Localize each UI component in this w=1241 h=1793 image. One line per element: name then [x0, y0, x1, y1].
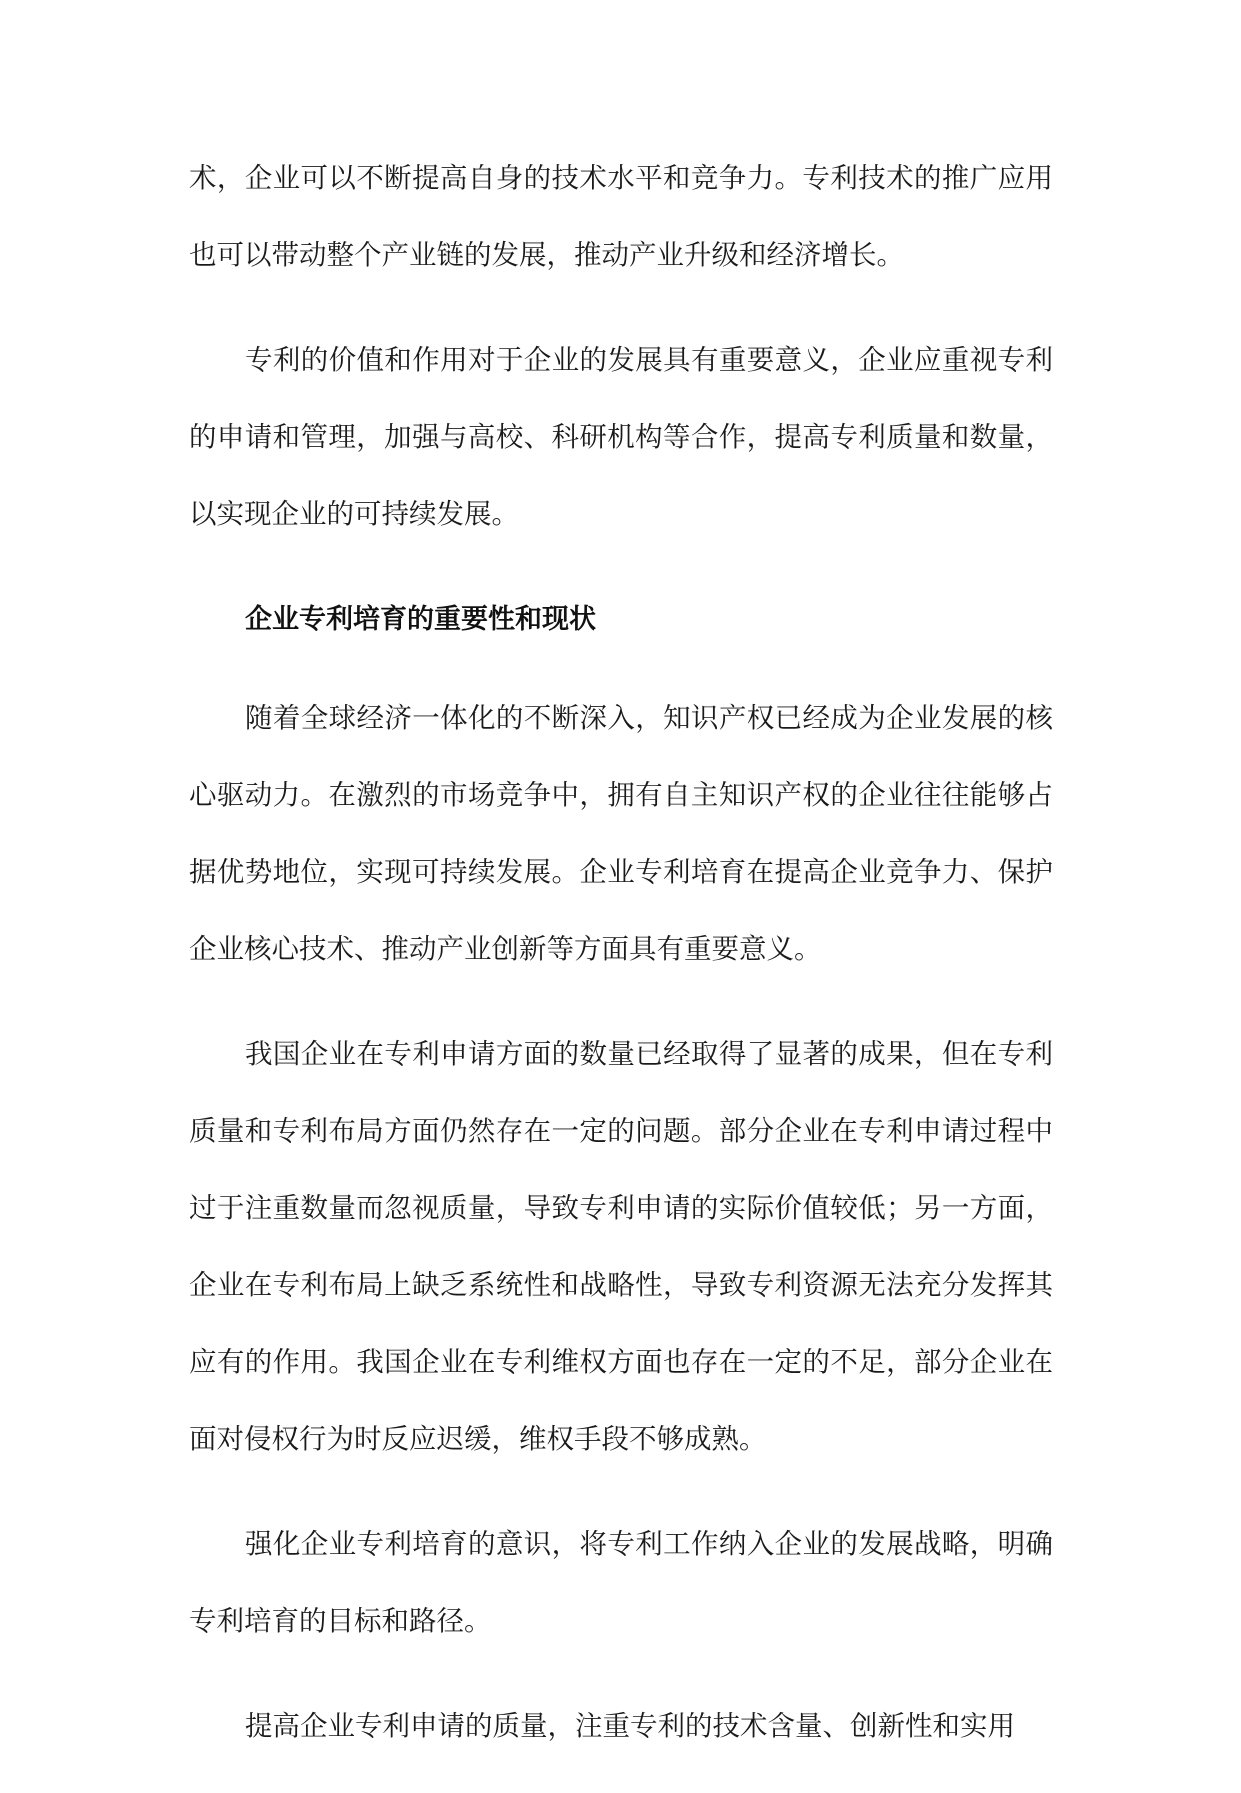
document-body — [189, 140, 1053, 1793]
paragraph-patent-value: 专利的价值和作用对于企业的发展具有重要意义，企业应重视专利的申请和管理，加强与高校、科研机构等合作，提高专利质量和数量，以实现企业的可持续发展。 — [189, 344, 1053, 530]
paragraph-continuation: 术，企业可以不断提高自身的技术水平和竞争力。专利技术的推广应用也可以带动整个产业链的发展，推动产业升级和经济增长。 — [189, 162, 1053, 271]
paragraph-current-status: 我国企业在专利申请方面的数量已经取得了显著的成果，但在专利质量和专利布局方面仍然存在一定的问题。部分企业在专利申请过程中过于注重数量而忽视质量，导致专利申请的实际价值较低；另一方面，企业在专利布局上缺乏系统性和战略性，导致专利资源无法充分发挥其应有的作用。我国企业在专利维权方面也存在一定的不足，部分企业在面对侵权行为时反应迟缓，维权手段不够成熟。 — [189, 1038, 1053, 1455]
paragraph-globalization: 随着全球经济一体化的不断深入，知识产权已经成为企业发展的核心驱动力。在激烈的市场竞争中，拥有自主知识产权的企业往往能够占据优势地位，实现可持续发展。企业专利培育在提高企业竞争力、保护企业核心技术、推动产业创新等方面具有重要意义。 — [189, 702, 1053, 965]
paragraph-strengthen-awareness: 强化企业专利培育的意识，将专利工作纳入企业的发展战略，明确专利培育的目标和路径。 — [189, 1528, 1053, 1637]
paragraph-improve-quality: 提高企业专利申请的质量，注重专利的技术含量、创新性和实用 — [245, 1710, 1015, 1742]
section-heading: 企业专利培育的重要性和现状 — [245, 604, 596, 635]
